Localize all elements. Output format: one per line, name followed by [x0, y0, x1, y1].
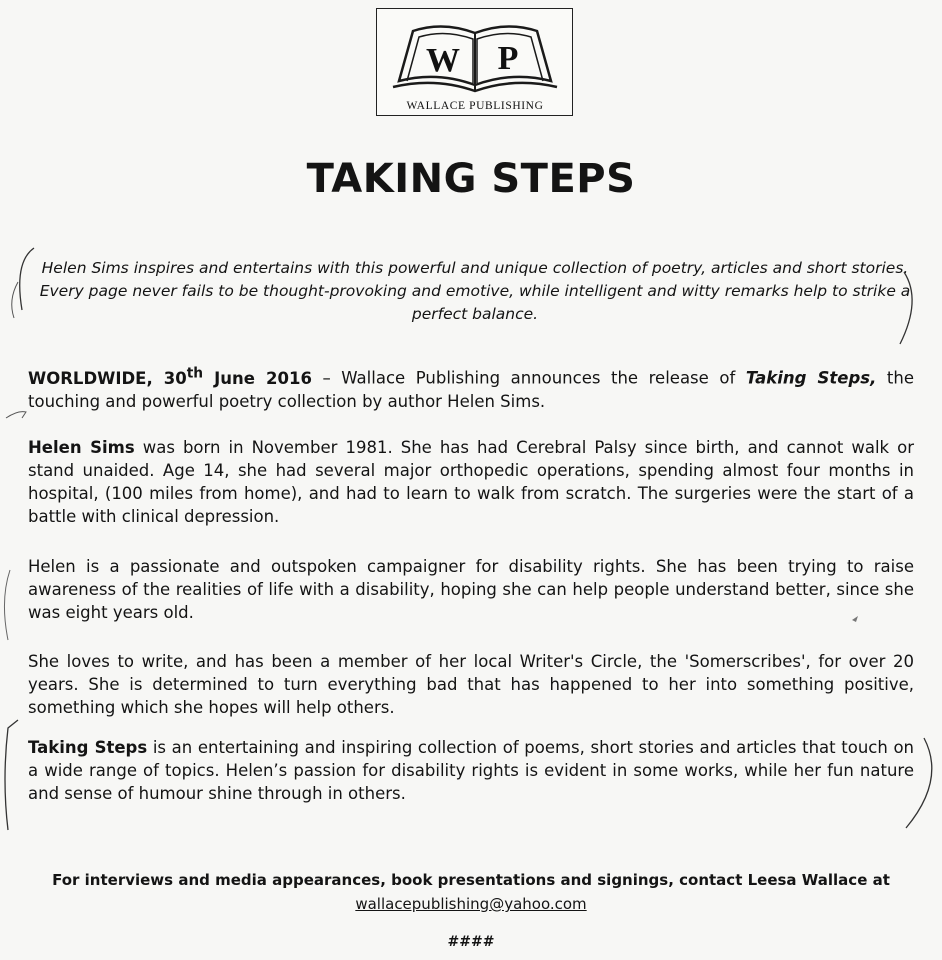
- logo-company-name: WALLACE PUBLISHING: [406, 100, 544, 112]
- campaign-paragraph: Helen is a passionate and outspoken campaigner for disability rights. She has been trying to raise awareness of the realities of life with a disability, hoping she can help people understand better, since she was eight years old.: [28, 557, 914, 622]
- contact-email-link[interactable]: wallacepublishing@yahoo.com: [355, 895, 587, 913]
- author-name: Helen Sims: [28, 438, 135, 457]
- wallace-publishing-logo: [376, 8, 573, 116]
- book-description-paragraph: Taking Steps is an entertaining and inspiring collection of poems, short stories and articles that touch on a wide range of topics. Helen’s passion for disability rights is evident in some works, while her fun nature and sense of humour shine through in others.: [28, 738, 915, 803]
- announcement-paragraph: WORLDWIDE, 30th June 2016 – Wallace Publishing announces the release of Taking Steps, the touching and powerful poetry collection by author Helen Sims.: [28, 365, 914, 411]
- dateline: WORLDWIDE, 30th June 2016: [28, 365, 312, 388]
- book-title: Taking Steps,: [745, 368, 877, 388]
- logo-letter-p: P: [497, 40, 519, 77]
- logo-letter-w: W: [426, 42, 460, 79]
- contact-text: For interviews and media appearances, book presentations and signings, contact Leesa Wallace at: [52, 871, 890, 889]
- biography-paragraph: Helen Sims was born in November 1981. She has had Cerebral Palsy since birth, and cannot walk or stand unaided. Age 14, she had several major orthopedic operations, spending almost four months in hospital, (100 miles from home), and had to learn to walk from scratch. The surgeries were the start of a battle with clinical depression.: [28, 438, 914, 526]
- summary-paragraph: Helen Sims inspires and entertains with this powerful and unique collection of poetry, articles and short stories. Every page never fails to be thought-provoking and emotive, while intelligent and witty remarks help to strike a perfect balance.: [39, 259, 911, 323]
- end-mark: ####: [447, 934, 495, 950]
- contact-info: [40, 868, 902, 916]
- writing-paragraph: She loves to write, and has been a member of her local Writer's Circle, the 'Somerscribes', for over 20 years. She is determined to turn everything bad that has happened to her into something positive, something which she hopes will help others.: [28, 652, 914, 717]
- open-book-icon: [377, 9, 574, 117]
- book-title: Taking Steps: [28, 738, 148, 757]
- page-title: TAKING STEPS: [306, 156, 636, 202]
